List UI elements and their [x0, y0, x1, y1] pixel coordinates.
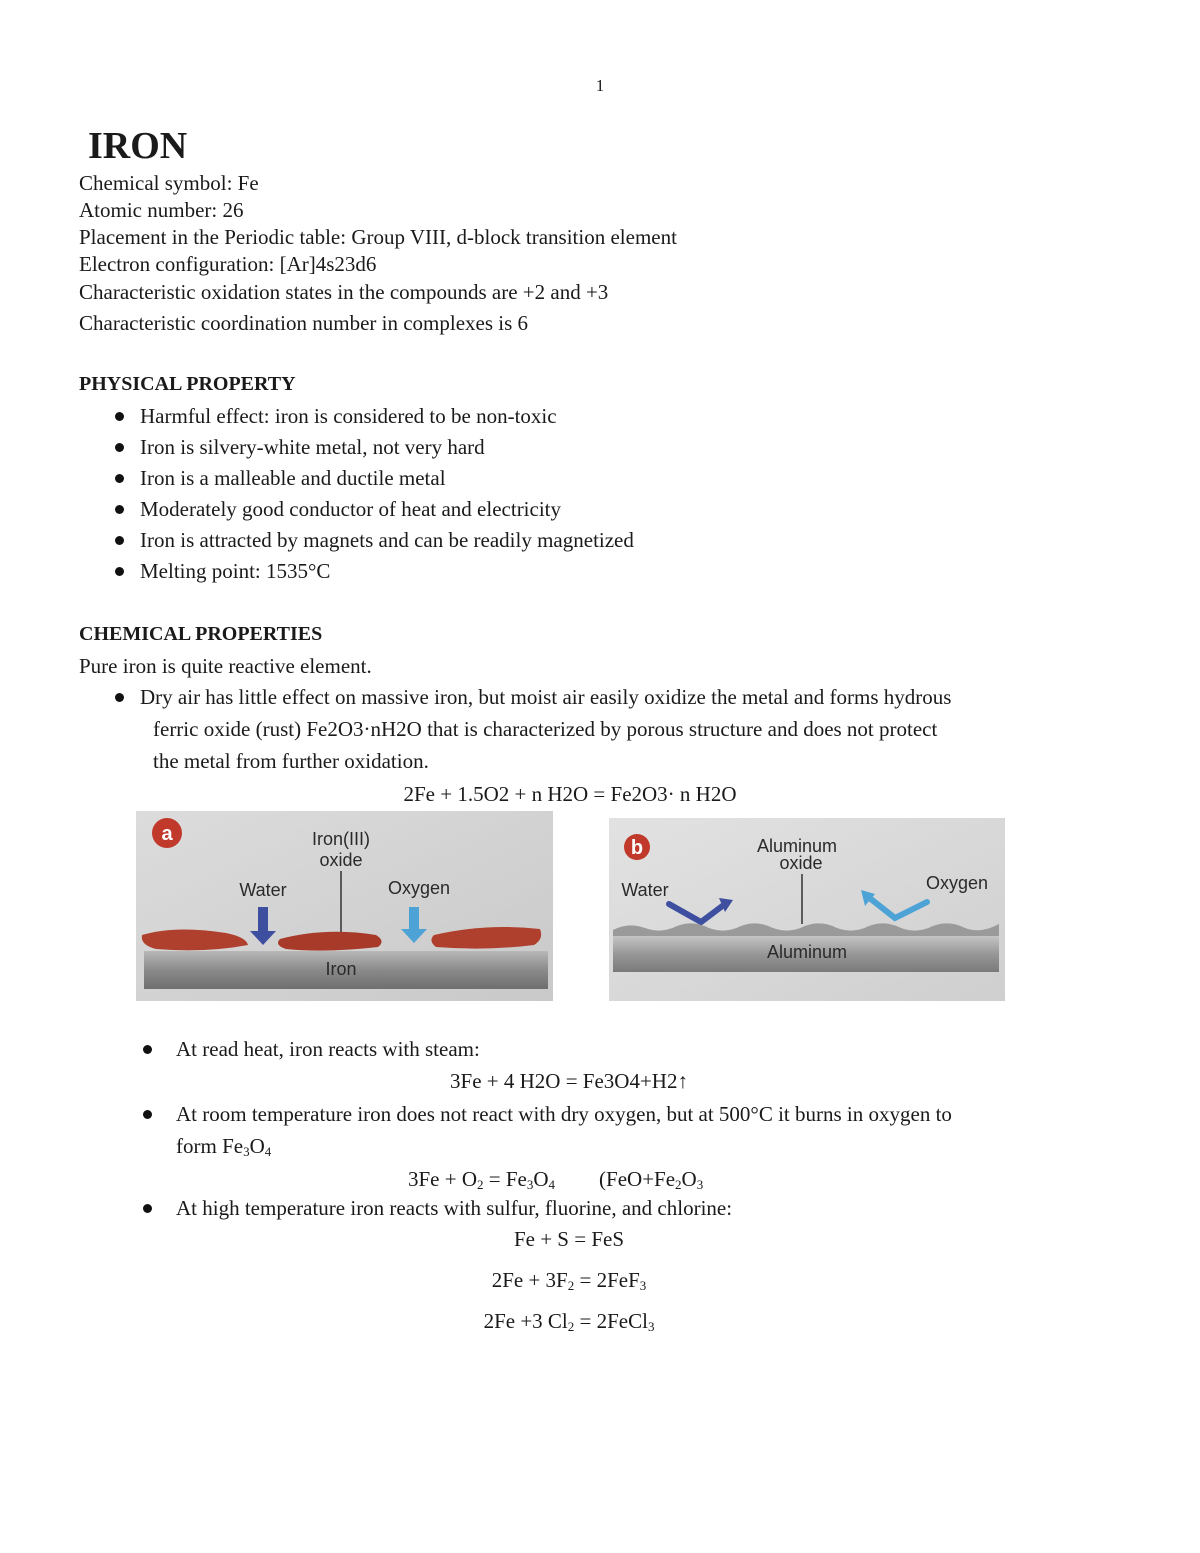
- label-oxygen: Oxygen: [925, 873, 989, 893]
- subscript: 2: [675, 1177, 682, 1192]
- list-item-text: Melting point: 1535°C: [140, 559, 331, 583]
- rust-description-line-3: the metal from further oxidation.: [153, 749, 429, 773]
- bullet-icon: [115, 505, 124, 514]
- steam-equation: 3Fe + 4 H2O = Fe3O4+H2↑: [450, 1069, 688, 1093]
- bullet-icon: [115, 693, 124, 702]
- list-item: [140, 400, 557, 432]
- list-item-text: Harmful effect: iron is considered to be non-toxic: [140, 404, 557, 428]
- iron-oxidation-figure: [136, 811, 553, 1001]
- text-fragment: 2Fe +3 Cl: [483, 1309, 568, 1333]
- aluminum-oxidation-diagram: [609, 818, 1005, 1001]
- oxygen-description-line-2: [176, 1130, 271, 1162]
- bullet-icon: [143, 1045, 152, 1054]
- fluorine-equation: [0, 1268, 1138, 1293]
- label-oxide-line1: Iron(III): [311, 829, 371, 849]
- text-fragment: = Fe: [483, 1167, 527, 1191]
- list-item: [176, 1033, 480, 1065]
- list-item: [176, 1098, 952, 1130]
- label-iron: Iron: [325, 959, 357, 979]
- sulfur-equation: Fe + S = FeS: [513, 1227, 625, 1251]
- badge-b-letter: b: [630, 837, 644, 859]
- label-oxide-line2: oxide: [319, 850, 363, 870]
- label-oxygen: Oxygen: [387, 878, 451, 898]
- document-title: IRON: [88, 125, 188, 167]
- iron-oxidation-diagram: [136, 811, 553, 1001]
- periodic-placement-line: Placement in the Periodic table: Group VIII, d-block transition element: [79, 225, 677, 249]
- label-water: Water: [239, 880, 287, 900]
- text-fragment: O: [249, 1134, 265, 1158]
- electron-configuration-line: Electron configuration: [Ar]4s23d6: [79, 252, 377, 276]
- coordination-number-line: Characteristic coordination number in complexes is 6: [79, 311, 529, 335]
- bullet-icon: [115, 536, 124, 545]
- aluminum-oxidation-figure: [609, 818, 1005, 1001]
- bullet-icon: [115, 443, 124, 452]
- subscript: 2: [567, 1319, 575, 1334]
- list-item: [140, 681, 951, 713]
- label-oxide-line1: Aluminum: [756, 836, 838, 856]
- label-oxide-line2: oxide: [779, 853, 823, 873]
- label-water: Water: [621, 880, 669, 900]
- atomic-number-line: Atomic number: 26: [79, 198, 244, 222]
- chemical-properties-heading: CHEMICAL PROPERTIES: [79, 623, 323, 645]
- list-item-text: At high temperature iron reacts with sulfur, fluorine, and chlorine:: [176, 1196, 733, 1220]
- bullet-icon: [115, 474, 124, 483]
- subscript: 3: [647, 1319, 655, 1334]
- text-fragment: = 2FeF: [574, 1268, 640, 1292]
- bullet-icon: [143, 1204, 152, 1213]
- bullet-icon: [115, 567, 124, 576]
- subscript: 2: [477, 1177, 484, 1192]
- subscript: 4: [264, 1144, 272, 1159]
- subscript: 3: [526, 1177, 534, 1192]
- chemical-intro: Pure iron is quite reactive element.: [79, 654, 372, 678]
- list-item: [140, 555, 330, 587]
- text-fragment: 3Fe + O: [408, 1167, 478, 1191]
- text-fragment: (FeO+Fe: [599, 1167, 676, 1191]
- text-fragment: form Fe: [176, 1134, 244, 1158]
- page-number: 1: [595, 76, 605, 95]
- text-fragment: = 2FeCl: [574, 1309, 648, 1333]
- list-item-text: Iron is attracted by magnets and can be readily magnetized: [140, 528, 634, 552]
- badge-a-letter: a: [161, 823, 173, 845]
- bullet-icon: [143, 1110, 152, 1119]
- list-item-text: Dry air has little effect on massive iron, but moist air easily oxidize the metal and forms hydrous: [140, 685, 952, 709]
- list-item: [140, 431, 485, 463]
- subscript: 3: [243, 1144, 250, 1159]
- subscript: 3: [639, 1278, 647, 1293]
- list-item: [140, 493, 561, 525]
- bullet-icon: [115, 412, 124, 421]
- subscript: 2: [567, 1278, 575, 1293]
- rust-description-line-2: ferric oxide (rust) Fe2O3·nH2O that is characterized by porous structure and does not protect: [153, 717, 938, 741]
- chlorine-equation: [0, 1309, 1138, 1334]
- subscript: 4: [548, 1177, 556, 1192]
- text-fragment: 2Fe + 3F: [491, 1268, 568, 1292]
- list-item: [176, 1192, 732, 1224]
- chemical-symbol-line: Chemical symbol: Fe: [79, 171, 259, 195]
- rust-equation: 2Fe + 1.5O2 + n H2O = Fe2O3· n H2O: [403, 782, 737, 806]
- subscript: 3: [696, 1177, 704, 1192]
- physical-property-heading: PHYSICAL PROPERTY: [79, 373, 296, 395]
- text-fragment: O: [533, 1167, 549, 1191]
- list-item-text: Moderately good conductor of heat and electricity: [140, 497, 562, 521]
- oxidation-states-line: Characteristic oxidation states in the compounds are +2 and +3: [79, 280, 609, 304]
- list-item: [140, 524, 634, 556]
- label-aluminum: Aluminum: [766, 942, 848, 962]
- oxygen-equation: [408, 1163, 703, 1195]
- list-item-text: Iron is silvery-white metal, not very hard: [140, 435, 485, 459]
- list-item-text: At room temperature iron does not react with dry oxygen, but at 500°C it burns in oxygen to: [176, 1102, 952, 1126]
- list-item: [140, 462, 446, 494]
- list-item-text: At read heat, iron reacts with steam:: [176, 1037, 480, 1061]
- list-item-text: Iron is a malleable and ductile metal: [140, 466, 446, 490]
- text-fragment: O: [681, 1167, 697, 1191]
